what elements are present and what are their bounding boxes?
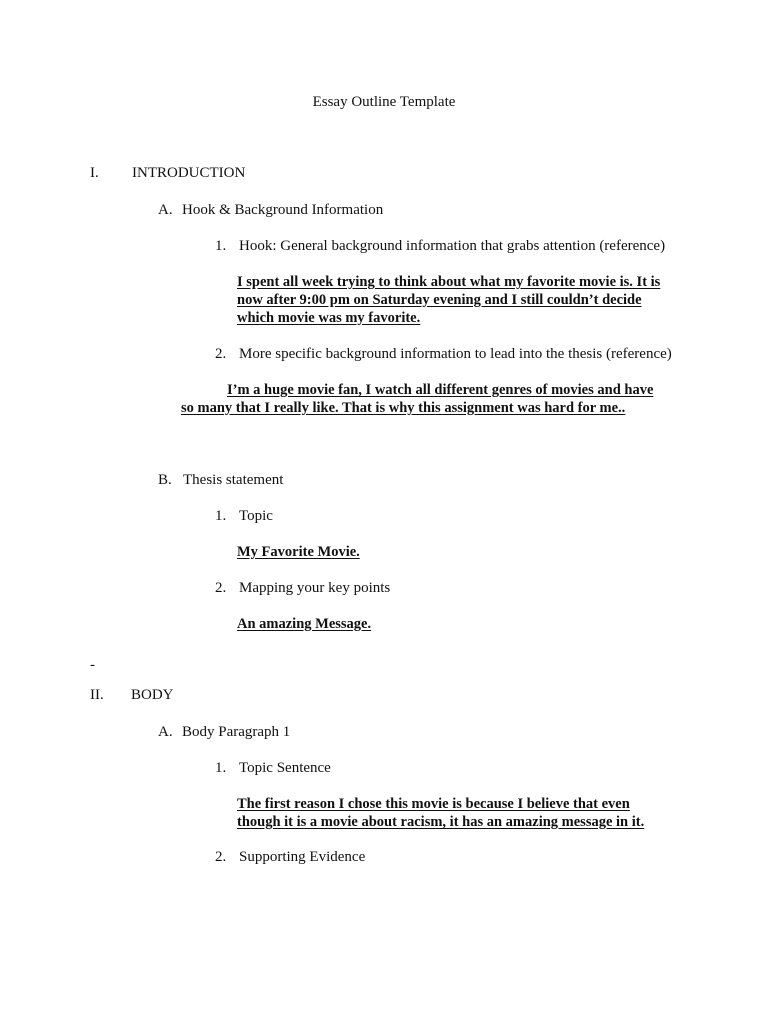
topic-sentence-answer-line: The first reason I chose this movie is because I believe that even	[237, 796, 630, 812]
hook-answer-line: I spent all week trying to think about what my favorite movie is. It is	[237, 274, 661, 290]
hook-answer-line: which movie was my favorite.	[237, 310, 421, 326]
section-1-heading: INTRODUCTION	[132, 165, 246, 181]
topic-sentence-item-label: Topic Sentence	[239, 760, 331, 776]
topic-answer: My Favorite Movie.	[237, 544, 360, 560]
background-item-label: More specific background information to lead into the thesis (reference)	[239, 346, 672, 362]
section-2-part-a-letter: A.	[158, 724, 173, 740]
mapping-answer: An amazing Message.	[237, 616, 372, 632]
topic-item-number: 1.	[215, 508, 227, 524]
section-1-part-b-letter: B.	[158, 472, 172, 488]
topic-sentence-item-number: 1.	[215, 760, 227, 776]
section-1-part-a-letter: A.	[158, 202, 173, 218]
background-item-number: 2.	[215, 346, 227, 362]
background-answer-line: I’m a huge movie fan, I watch all different genres of movies and have	[227, 382, 654, 398]
section-1-part-b-label: Thesis statement	[183, 472, 284, 488]
mapping-item-number: 2.	[215, 580, 227, 596]
supporting-evidence-item-label: Supporting Evidence	[239, 849, 366, 865]
dash-marker: -	[90, 657, 95, 673]
hook-item-number: 1.	[215, 238, 227, 254]
section-2-numeral: II.	[90, 687, 104, 703]
topic-item-label: Topic	[239, 508, 273, 524]
section-2-heading: BODY	[131, 687, 174, 703]
hook-answer-line: now after 9:00 pm on Saturday evening and I still couldn’t decide	[237, 292, 642, 308]
section-1-numeral: I.	[90, 165, 99, 181]
mapping-item-label: Mapping your key points	[239, 580, 391, 596]
background-answer-line: so many that I really like. That is why this assignment was hard for me..	[181, 400, 626, 416]
topic-sentence-answer-line: though it is a movie about racism, it has an amazing message in it.	[237, 814, 645, 830]
section-1-part-a-label: Hook & Background Information	[182, 202, 384, 218]
section-2-part-a-label: Body Paragraph 1	[182, 724, 291, 740]
hook-item-label: Hook: General background information that grabs attention (reference)	[239, 238, 666, 254]
supporting-evidence-item-number: 2.	[215, 849, 227, 865]
document-title: Essay Outline Template	[312, 94, 456, 110]
